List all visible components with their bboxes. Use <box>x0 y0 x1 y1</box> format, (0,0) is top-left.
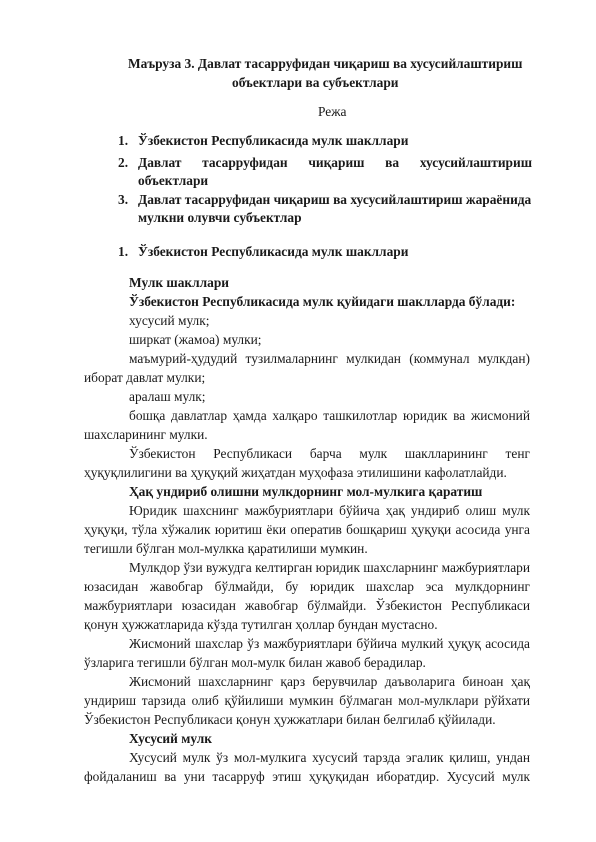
paragraph-recovery-3-line-1: Жисмоний шахслар ўз мажбуриятлари бўйича мулкий ҳуқуқ асосида <box>129 636 530 651</box>
plan-item-3-number: 3. <box>118 192 129 207</box>
form-mixed: аралаш мулк; <box>129 389 206 404</box>
paragraph-recovery-2-line-1: Мулкдор ўзи вужудга келтирган юридик шахсларнинг мажбуриятлари <box>129 560 530 575</box>
paragraph-private-line-1: Хусусий мулк ўз мол-мулкига хусусий тарзда эгалик қилиш, ундан <box>129 750 530 765</box>
paragraph-recovery-2-line-3: мажбуриятлари юзасидан жавобгар бўлмайди. Ўзбекистон Республикаси <box>84 598 530 613</box>
paragraph-recovery-2-line-4: қонун ҳужжатларида кўзда тутилган ҳоллар бундан мустасно. <box>84 617 438 632</box>
paragraph-recovery-4-line-1: Жисмоний шахсларнинг қарз берувчилар даъволарига биноан ҳақ <box>129 674 530 689</box>
title-line-2: объектлари ва субъектлари <box>232 75 399 90</box>
paragraph-recovery-1-line-2: ҳуқуқи, тўла хўжалик юритиш ёки оператив бошқариш ҳуқуқи асосида унга <box>84 522 530 537</box>
plan-item-3-line-2: мулкни олувчи субъектлар <box>138 210 302 225</box>
title-line-1: Маъруза 3. Давлат тасарруфидан чиқариш ва хусусийлаштириш <box>128 56 523 71</box>
plan-item-1-number: 1. <box>118 133 129 148</box>
heading-recovery: Ҳақ ундириб олишни мулкдорнинг мол-мулкига қаратиш <box>129 484 483 499</box>
form-foreign-line-2: шахсларининг мулки. <box>84 427 208 442</box>
paragraph-recovery-1-line-3: тегишли бўлган мол-мулкка қаратилиши мумкин. <box>84 541 368 556</box>
paragraph-recovery-4-line-3: Ўзбекистон Республикаси қонун ҳужжатлари билан белгилаб қўйилади. <box>84 712 496 727</box>
heading-private-property: Хусусий мулк <box>129 731 212 746</box>
form-private: хусусий мулк; <box>129 313 210 328</box>
plan-item-3-line-1: Давлат тасарруфидан чиқариш ва хусусийлаштириш жараёнида <box>138 192 532 207</box>
plan-item-2-line-2: объектлари <box>138 173 209 188</box>
plan-item-2-line-1: Давлат тасарруфидан чиқариш ва хусусийлаштириш <box>138 155 532 170</box>
plan-item-2-number: 2. <box>118 155 129 170</box>
form-state-line-2: иборат давлат мулки; <box>84 370 206 385</box>
heading-forms-intro: Ўзбекистон Республикасида мулк қуйидаги шаклларда бўлади: <box>129 294 516 309</box>
paragraph-recovery-1-line-1: Юридик шахснинг мажбуриятлари бўйича ҳақ ундириб олиш мулк <box>129 503 530 518</box>
paragraph-private-line-2: фойдаланиш ва уни тасарруф этиш ҳуқуқидан иборатдир. Хусусий мулк <box>84 769 530 784</box>
paragraph-recovery-4-line-2: ундириш тарзида олиб қўйилиши мумкин бўлмаган мол-мулклари рўйхати <box>84 693 530 708</box>
form-state-line-1: маъмурий-ҳудудий тузилмаларнинг мулкидан (коммунал мулкдан) <box>129 351 530 366</box>
plan-heading: Режа <box>318 104 347 119</box>
form-collective: ширкат (жамоа) мулки; <box>129 332 262 347</box>
section-1-title: Ўзбекистон Республикасида мулк шакллари <box>138 244 409 259</box>
paragraph-equality-line-1: Ўзбекистон Республикаси барча мулк шаклларининг тенг <box>129 446 530 461</box>
form-foreign-line-1: бошқа давлатлар ҳамда халқаро ташкилотлар юридик ва жисмоний <box>129 408 530 423</box>
paragraph-recovery-2-line-2: юзасидан жавобгар бўлмайди, бу юридик шахслар эса мулкдорнинг <box>84 579 530 594</box>
heading-property-forms: Мулк шакллари <box>129 275 229 290</box>
section-1-number: 1. <box>118 244 129 259</box>
paragraph-recovery-3-line-2: ўзларига тегишли бўлган мол-мулк билан жавоб берадилар. <box>84 655 426 670</box>
paragraph-equality-line-2: ҳуқуқлилигини ва ҳуқуқий жиҳатдан муҳофаза этилишини кафолатлайди. <box>84 465 507 480</box>
plan-item-1-text: Ўзбекистон Республикасида мулк шакллари <box>138 133 409 148</box>
